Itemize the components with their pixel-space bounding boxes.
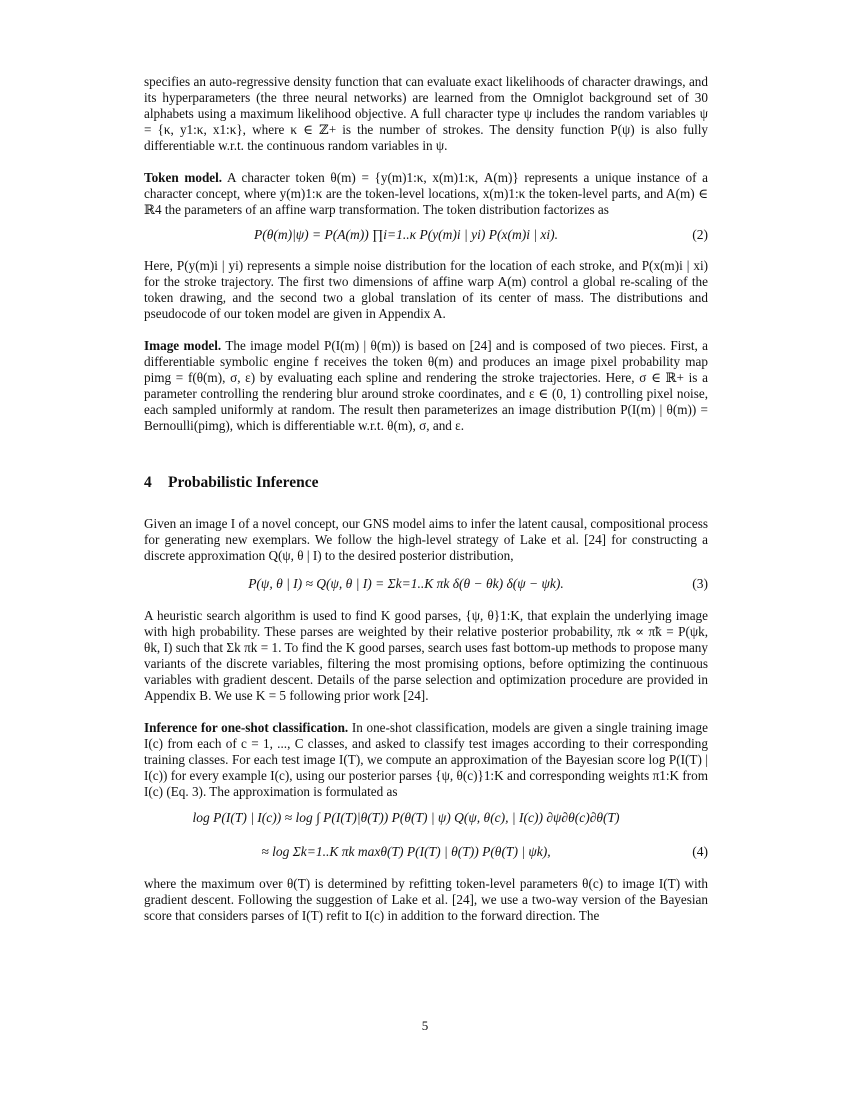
equation-4-line-1 [144, 800, 708, 836]
equation-3 [144, 564, 708, 608]
one-shot-heading: Inference for one-shot classification. [144, 720, 349, 735]
section-title: Probabilistic Inference [168, 474, 319, 491]
paragraph-section4-intro: Given an image I of a novel concept, our GNS model aims to infer the latent causal, compositional process for generating new exemplars. We follow the high-level strategy of Lake et al. [24] for constructing a discrete approximation Q(ψ, θ | I) to the desired posterior distribution, [144, 516, 708, 563]
equation-2 [144, 218, 708, 258]
equation-3-body: P(ψ, θ | I) ≈ Q(ψ, θ | I) = Σk=1..K πk δ(θ − θk) δ(ψ − ψk). [248, 576, 564, 591]
equation-2-body: P(θ(m)|ψ) = P(A(m)) ∏i=1..κ P(y(m)i | yi) P(x(m)i | xi). [253, 227, 559, 242]
token-model-text: A character token θ(m) = {y(m)1:κ, x(m)1:κ, A(m)} represents a unique instance of a character concept, where y(m)1:κ are the token-level locations, x(m)1:κ the token-level parts, and A(m) ∈ ℝ4 the parameters of an affine warp transformation. The token distribution factorizes as [144, 170, 708, 217]
page-number: 5 [421, 1018, 429, 1033]
paragraph-after-eq3: A heuristic search algorithm is used to find K good parses, {ψ, θ}1:K, that explain the underlying image with high probability. These parses are weighted by their relative posterior probability, πk ∝ π̃k = P(ψk, θk, I) such that Σk πk = 1. To find the K good parses, search uses fast bottom-up methods to propose many variants of the discrete variables, filtering the most promising options, before optimizing the continuous variables with gradient descent. Details of the parse selection and optimization procedure are provided in Appendix B. We use K = 5 following prior work [24]. [144, 608, 708, 703]
section-number: 4 [144, 474, 152, 491]
paragraph-type-model: specifies an auto-regressive density function that can evaluate exact likelihoods of character drawings, and its hyperparameters (the three neural networks) are learned from the Omniglot background set of 30 alphabets using a maximum likelihood objective. A full character type ψ includes the random variables ψ = {κ, y1:κ, x1:κ}, where κ ∈ ℤ+ is the number of strokes. The density function P(ψ) is also fully differentiable w.r.t. the continuous random variables in ψ. [144, 74, 708, 153]
image-model-heading: Image model. [144, 338, 222, 353]
paragraph-image-model [144, 338, 708, 434]
equation-4-number: (4) [692, 844, 708, 859]
paragraph-after-eq2: Here, P(y(m)i | yi) represents a simple noise distribution for the location of each stroke, and P(x(m)i | xi) for the stroke trajectory. The first two dimensions of affine warp A(m) control a global re-scaling of the token drawing, and the second two a global translation of its center of mass. The distributions and pseudocode of our token model are given in Appendix A. [144, 258, 708, 321]
paragraph-token-model [144, 170, 708, 218]
page-body [144, 74, 708, 924]
paragraph-after-eq4: where the maximum over θ(T) is determined by refitting token-level parameters θ(c) to image I(T) with gradient descent. Following the suggestion of Lake et al. [24], we use a two-way version of the Bayesian score that considers parses of I(T) refit to I(c) in addition to the forward direction. The [144, 876, 708, 923]
equation-4-line-1-body: log P(I(T) | I(c)) ≈ log ∫ P(I(T)|θ(T)) P(θ(T) | ψ) Q(ψ, θ(c), | I(c)) ∂ψ∂θ(c)∂θ(T) [192, 810, 620, 825]
equation-2-number: (2) [692, 227, 708, 242]
equation-4-line-2 [144, 836, 708, 876]
image-model-text: The image model P(I(m) | θ(m)) is based on [24] and is composed of two pieces. First, a differentiable symbolic engine f receives the token θ(m) and produces an image pixel probability map pimg = f(θ(m), σ, ε) by evaluating each spline and rendering the stroke trajectories. Here, σ ∈ ℝ+ is a parameter controlling the rendering blur around stroke coordinates, and ε ∈ (0, 1) controlling pixel noise, each sampled uniformly at random. The result then parameterizes an image distribution P(I(m) | θ(m)) = Bernoulli(pimg), which is differentiable w.r.t. θ(m), σ, and ε. [144, 338, 708, 433]
equation-4-line-2-body: ≈ log Σk=1..K πk maxθ(T) P(I(T) | θ(T)) P(θ(T) | ψk), [261, 844, 551, 859]
one-shot-text: In one-shot classification, models are given a single training image I(c) from each of c = 1, ..., C classes, and asked to classify test images according to their corresponding training classes. For each test image I(T), we compute an approximation of the Bayesian score log P(I(T) | I(c)) for every example I(c), using our posterior parses {ψ, θ(c)}1:K and corresponding weights π1:K from I(c) (Eq. 3). The approximation is formulated as [144, 720, 708, 799]
token-model-heading: Token model. [144, 170, 223, 185]
paragraph-one-shot [144, 720, 708, 800]
equation-3-number: (3) [692, 576, 708, 591]
section-heading [144, 474, 708, 492]
